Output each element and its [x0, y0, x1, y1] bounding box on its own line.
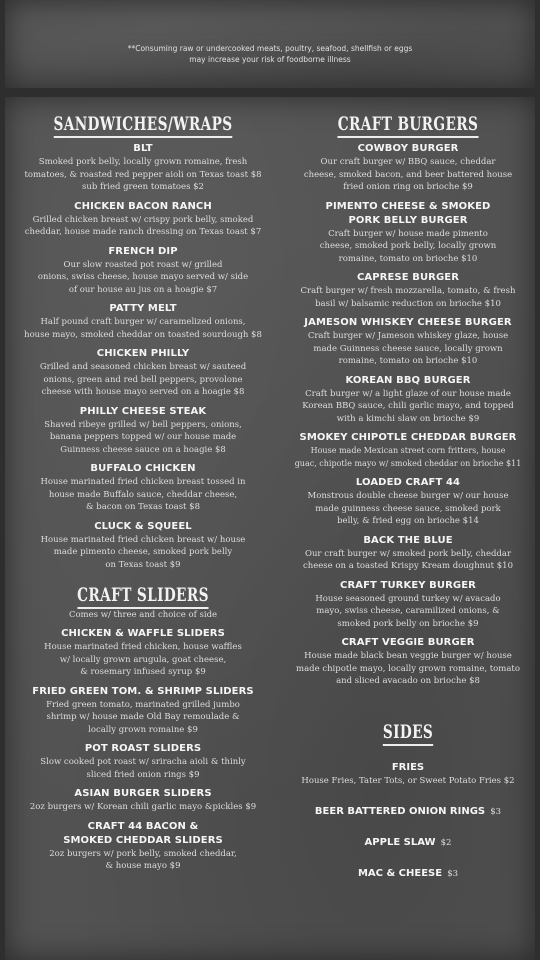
item-name: PHILLY CHEESE STEAK	[79, 405, 207, 417]
menu-item	[283, 271, 533, 310]
disclaimer-line-2: may increase your risk of foodborne illness	[189, 55, 351, 64]
menu-item	[283, 476, 533, 528]
burgers-section-title: CRAFT BURGERS	[318, 112, 498, 136]
item-name: BUFFALO CHICKEN	[90, 463, 196, 474]
menu-item	[283, 142, 533, 194]
menu-item	[283, 579, 533, 631]
item-description: Slow cooked pot roast w/ sriracha aioli & thinly sliced fried onion rings $9	[40, 757, 246, 780]
item-description: House seasoned ground turkey w/ avacado mayo, swiss cheese, caramilized onions, & smoked pork belly on brioche $9	[315, 593, 501, 629]
item-name: CRAFT TURKEY BURGER	[340, 579, 476, 591]
item-description: Fried green tomato, marinated grilled jumbo shrimp w/ house made Old Bay remoulade & locally grown romaine $9	[46, 699, 240, 735]
left-column	[12, 112, 274, 873]
menu-item	[12, 462, 274, 514]
item-name: FRENCH DIP	[108, 245, 178, 257]
menu-item	[12, 142, 274, 194]
item-description: 2oz burgers w/ pork belly, smoked cheddar, & house mayo $9	[49, 848, 237, 871]
item-description: Craft burger w/ house made pimento cheese, smoked pork belly, locally grown romaine, tomato on brioche $10	[319, 228, 497, 264]
menu-item	[283, 200, 533, 266]
item-description: Craft burger w/ fresh mozzarella, tomato, & fresh basil w/ balsamic reduction on brioche $10	[300, 286, 516, 309]
side-item-mac-cheese	[283, 861, 533, 880]
sliders-section-title: CRAFT SLIDERS	[49, 583, 238, 607]
item-description: 2oz burgers w/ Korean chili garlic mayo &pickles $9	[29, 802, 257, 812]
side-name: APPLE SLAW	[364, 836, 436, 848]
menu-item	[283, 316, 533, 368]
menu-item	[12, 520, 274, 572]
sandwiches-section-title: SANDWICHES/WRAPS	[49, 112, 238, 136]
item-description: House marinated fried chicken breast w/ house made pimento cheese, smoked pork belly on Texas toast $9	[40, 534, 246, 570]
menu-item	[12, 627, 274, 679]
item-description: House made black bean veggie burger w/ house made chipotle mayo, locally grown romaine, tomato and sliced avacado on brioche $8	[296, 651, 520, 686]
side-price: $2	[440, 837, 452, 848]
item-name: CAPRESE BURGER	[356, 272, 460, 283]
item-name: POT ROAST SLIDERS	[84, 743, 202, 754]
item-name: PATTY MELT	[109, 303, 177, 314]
item-name: SMOKEY CHIPOTLE CHEDDAR BURGER	[299, 432, 517, 443]
menu-item	[12, 302, 274, 341]
item-name: ASIAN BURGER SLIDERS	[74, 788, 212, 799]
menu-item	[12, 742, 274, 781]
item-description: Our craft burger w/ smoked pork belly, cheddar cheese on a toasted Krispy Kream doughnut $10	[303, 548, 513, 571]
item-description: Grilled and seasoned chicken breast w/ sauteed onions, green and red bell peppers, provolone cheese with house mayo served on a hoagie $8	[39, 362, 247, 397]
menu-item	[12, 405, 274, 457]
side-name: FRIES	[391, 761, 425, 773]
foodborne-illness-disclaimer	[0, 43, 540, 65]
item-name: FRIED GREEN TOM. & SHRIMP SLIDERS	[32, 685, 254, 697]
item-description: Smoked pork belly, locally grown romaine, fresh tomatoes, & roasted red pepper aioli on Texas toast $8 sub fried green tomatoes $2	[24, 157, 262, 192]
item-name: LOADED CRAFT 44	[355, 477, 461, 488]
menu-item	[283, 374, 533, 426]
menu-item	[12, 245, 274, 297]
item-description: Monstrous double cheese burger w/ our house made guinness cheese sauce, smoked pork belly, & fried egg on brioche $14	[307, 491, 509, 526]
right-column	[283, 112, 533, 880]
item-description: Shaved ribeye grilled w/ bell peppers, onions, banana peppers topped w/ our house made Guinness cheese sauce on a hoagie $8	[44, 419, 242, 455]
item-name: CRAFT VEGGIE BURGER	[341, 637, 475, 648]
menu-item	[12, 787, 274, 814]
item-name: CHICKEN & WAFFLE SLIDERS	[61, 628, 225, 639]
item-description: House marinated fried chicken breast tossed in house made Buffalo sauce, cheddar cheese, & bacon on Texas toast $8	[40, 477, 246, 512]
item-name: BACK THE BLUE	[363, 534, 453, 546]
item-description: Half pound craft burger w/ caramelized onions, house mayo, smoked cheddar on toasted sourdough $8	[24, 317, 262, 340]
side-description: House Fries, Tater Tots, or Sweet Potato Fries $2	[301, 775, 515, 786]
sides-section-title: SIDES	[318, 720, 498, 744]
item-description: Craft burger w/ Jameson whiskey glaze, house made Guinness cheese sauce, locally grown romaine, tomato on brioche $10	[307, 331, 509, 366]
item-name: BLT	[133, 143, 153, 154]
item-name: PIMENTO CHEESE & SMOKED PORK BELLY BURGER	[325, 200, 491, 226]
item-name: CRAFT 44 BACON & SMOKED CHEDDAR SLIDERS	[63, 820, 223, 846]
menu-item	[283, 534, 533, 573]
side-name: BEER BATTERED ONION RINGS	[314, 805, 486, 817]
menu-item	[283, 636, 533, 688]
item-name: CHICKEN BACON RANCH	[74, 200, 212, 212]
item-name: KOREAN BBQ BURGER	[345, 374, 471, 386]
item-name: CHICKEN PHILLY	[96, 348, 190, 359]
menu-item	[283, 431, 533, 470]
item-name: JAMESON WHISKEY CHEESE BURGER	[304, 317, 512, 328]
item-description: House made Mexican street corn fritters, house guac, chipotle mayo w/ smoked cheddar on brioche $11	[294, 446, 522, 468]
side-price: $3	[490, 806, 502, 817]
side-item-onion-rings	[283, 799, 533, 818]
item-description: Our slow roasted pot roast w/ grilled onions, swiss cheese, house mayo served w/ side of our house au jus on a hoagie $7	[37, 259, 249, 295]
item-description: House marinated fried chicken, house waffles w/ locally grown arugula, goat cheese, & rosemary infused syrup $9	[44, 642, 242, 677]
item-name: COWBOY BURGER	[357, 143, 459, 154]
side-price: $3	[447, 868, 459, 879]
item-description: Craft burger w/ a light glaze of our house made Korean BBQ sauce, chili garlic mayo, and topped with a kimchi slaw on brioche $9	[302, 388, 514, 424]
menu-item	[12, 685, 274, 737]
item-description: Grilled chicken breast w/ crispy pork belly, smoked cheddar, house made ranch dressing on Texas toast $7	[24, 214, 262, 237]
side-item-fries	[283, 762, 533, 787]
item-description: Our craft burger w/ BBQ sauce, cheddar cheese, smoked bacon, and beer battered house fried onion ring on brioche $9	[303, 157, 513, 192]
item-name: CLUCK & SQUEEL	[94, 520, 192, 532]
side-name: MAC & CHEESE	[357, 867, 443, 879]
menu-item	[12, 347, 274, 399]
menu-item	[12, 820, 274, 873]
sliders-note: Comes w/ three and choice of side	[68, 610, 218, 620]
menu-item	[12, 200, 274, 239]
disclaimer-line-1: **Consuming raw or undercooked meats, poultry, seafood, shellfish or eggs	[127, 44, 413, 53]
side-item-apple-slaw	[283, 830, 533, 849]
